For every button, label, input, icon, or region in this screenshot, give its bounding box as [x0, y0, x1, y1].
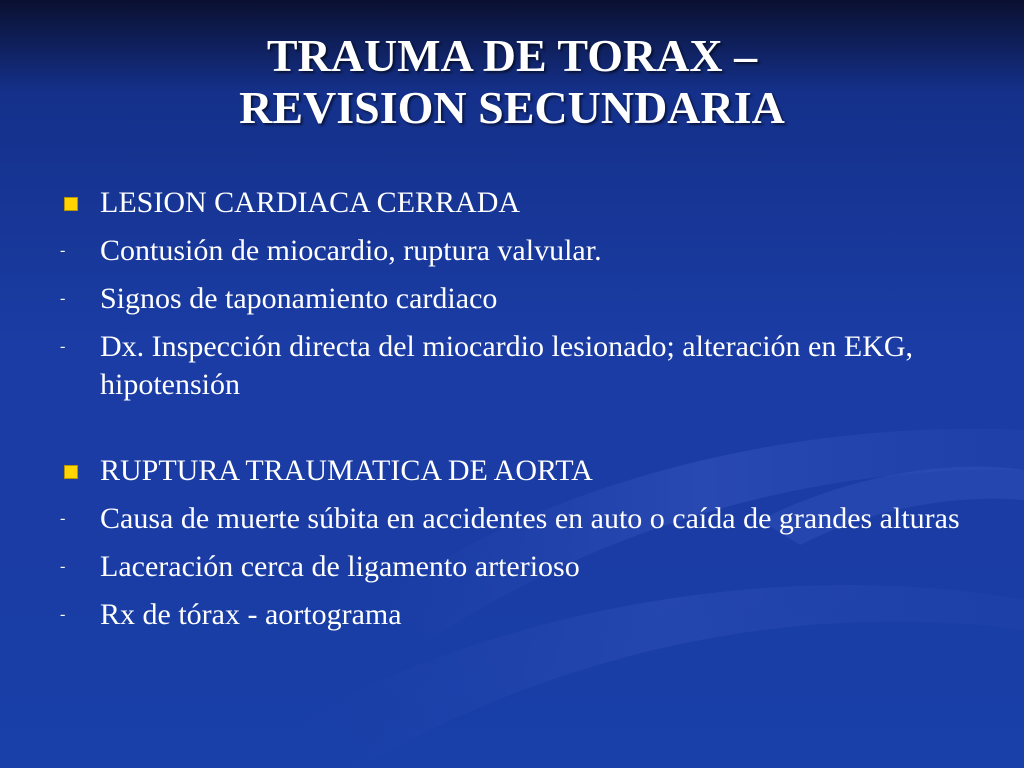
list-item	[60, 596, 960, 634]
list-item	[60, 280, 960, 318]
list-item	[60, 500, 960, 538]
dash-bullet-icon: -	[60, 242, 66, 259]
item-text: Causa de muerte súbita en accidentes en auto o caída de grandes alturas	[100, 502, 960, 535]
dash-bullet-icon: -	[60, 558, 66, 575]
bullet-list	[60, 184, 960, 644]
dash-bullet-icon: -	[60, 290, 66, 307]
title-line-2: REVISION SECUNDARIA	[239, 82, 785, 133]
item-text: Laceración cerca de ligamento arterioso	[100, 550, 580, 583]
list-item	[60, 548, 960, 586]
item-text: LESION CARDIACA CERRADA	[100, 186, 521, 219]
item-text: Contusión de miocardio, ruptura valvular.	[100, 234, 602, 267]
item-text: Dx. Inspección directa del miocardio lesionado; alteración en EKG, hipotensión	[100, 330, 914, 401]
slide-title	[40, 30, 984, 134]
title-line-1: TRAUMA DE TORAX –	[266, 30, 758, 81]
item-text: Rx de tórax - aortograma	[100, 598, 402, 631]
dash-bullet-icon: -	[60, 606, 66, 623]
dash-bullet-icon: -	[60, 338, 66, 355]
list-item	[60, 184, 960, 222]
list-item	[60, 452, 960, 490]
square-bullet-icon	[64, 197, 78, 211]
square-bullet-icon	[64, 465, 78, 479]
list-item	[60, 328, 960, 404]
item-text: Signos de taponamiento cardiaco	[100, 282, 498, 315]
item-text: RUPTURA TRAUMATICA DE AORTA	[100, 454, 593, 487]
list-item	[60, 232, 960, 270]
dash-bullet-icon: -	[60, 510, 66, 527]
